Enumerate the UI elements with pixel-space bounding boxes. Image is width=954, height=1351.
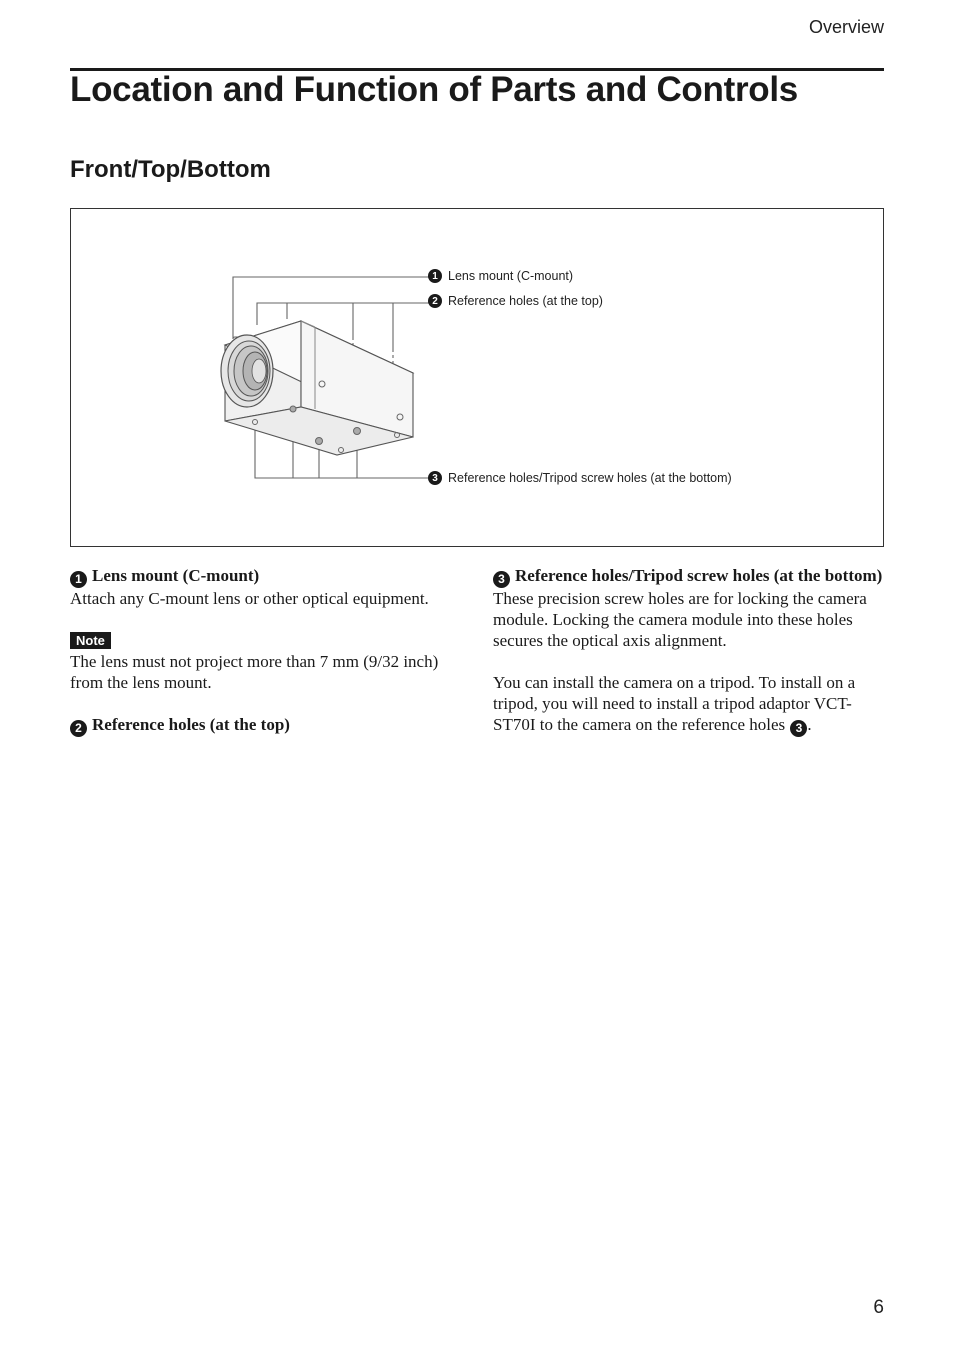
inline-ref-number: 3: [790, 720, 807, 737]
item-number: 2: [70, 720, 87, 737]
item-number: 1: [70, 571, 87, 588]
callout-number: 3: [428, 471, 442, 485]
section-label: Overview: [808, 17, 884, 37]
leader-line-1: [233, 277, 429, 339]
page-number: 6: [873, 1297, 884, 1318]
callout-2: [428, 294, 603, 308]
note-text: The lens must not project more than 7 mm (9/32 inch) from the lens mount.: [70, 652, 439, 692]
item-number: 3: [493, 571, 510, 588]
item-body-ref-bottom-2: You can install the camera on a tripod. To install on a tripod, you will need to install a tripod adaptor VCT-ST70I to the camera on the reference holes 3 .: [493, 673, 856, 735]
item-heading-ref-bottom: 3 Reference holes/Tripod screw holes (at the bottom): [493, 565, 885, 588]
callout-3: [428, 471, 732, 485]
item-heading-lens-mount: 1 Lens mount (C-mount): [70, 565, 465, 588]
item-body-lens-mount: Attach any C-mount lens or other optical equipment.: [70, 589, 429, 608]
left-column: [70, 565, 465, 737]
callout-1: [428, 269, 573, 283]
section-subtitle: Front/Top/Bottom: [70, 156, 271, 183]
callout-number: 2: [428, 294, 442, 308]
right-column: [493, 565, 885, 737]
item-heading-ref-top: 2 Reference holes (at the top): [70, 714, 465, 737]
camera-illustration: [71, 209, 883, 546]
callout-label: Lens mount (C-mount): [448, 269, 574, 283]
leader-line-2: [257, 303, 434, 325]
page-title: Location and Function of Parts and Controls: [70, 70, 798, 109]
callout-label: Reference holes (at the top): [448, 294, 603, 308]
lens-mount: [221, 335, 273, 407]
callout-label: Reference holes/Tripod screw holes (at the bottom): [448, 471, 732, 485]
note-label: Note: [70, 632, 111, 649]
camera-figure: [70, 208, 884, 547]
item-body-ref-bottom-1: These precision screw holes are for locking the camera module. Locking the camera module into these holes secures the optical axis alignment.: [493, 589, 867, 650]
callout-number: 1: [428, 269, 442, 283]
